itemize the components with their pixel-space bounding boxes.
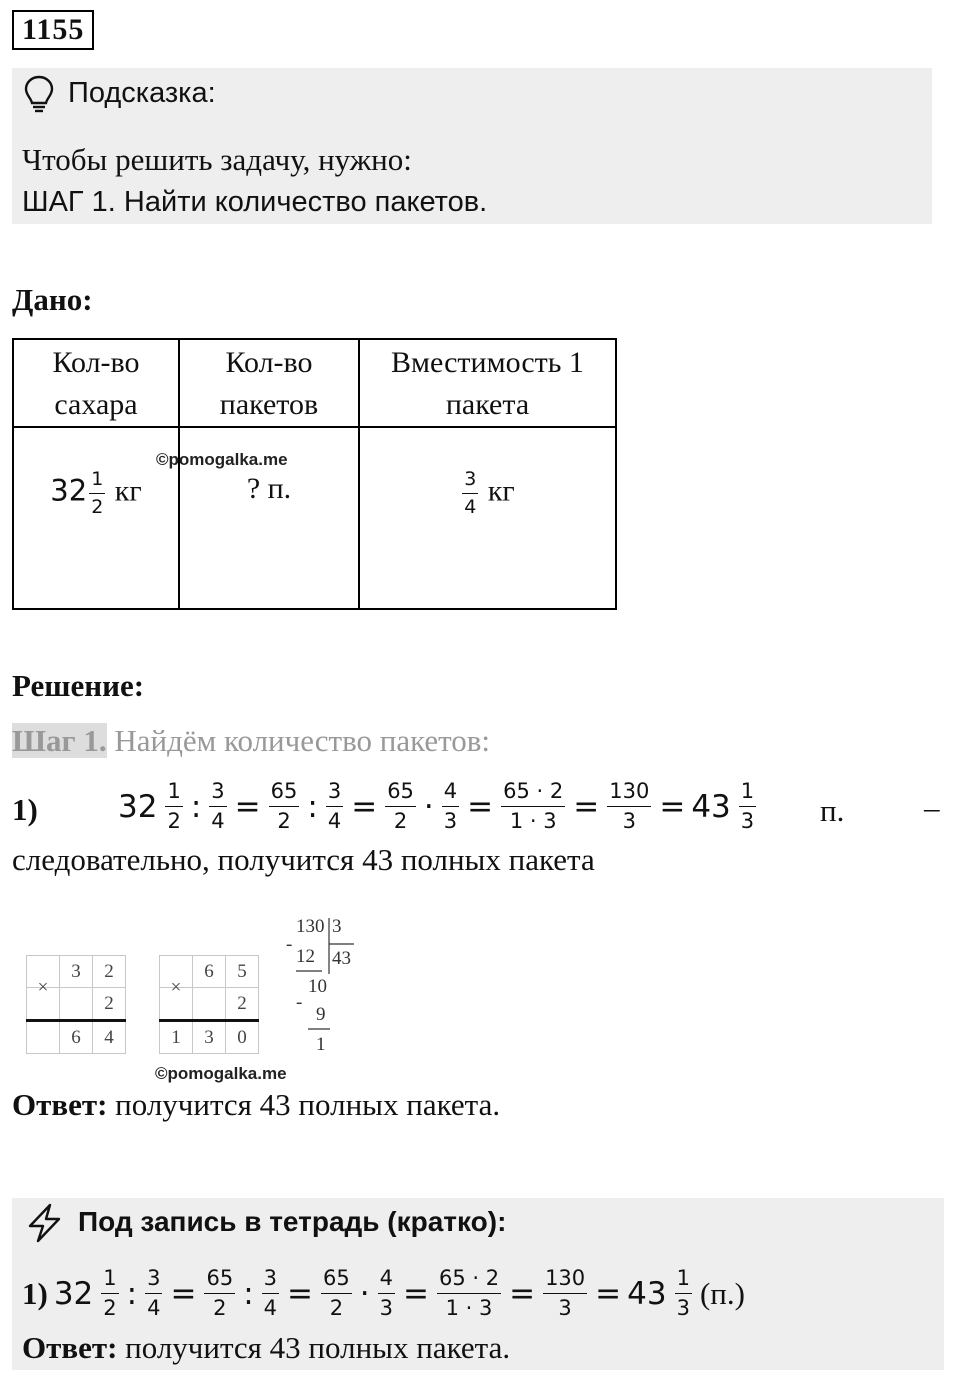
eq-frac-130-3: $\frac{130}{3}$ — [609, 779, 650, 833]
eq-frac-product: $\frac{65 \cdot 2}{1 \cdot 3}$ — [503, 779, 564, 833]
grid-cell — [27, 1021, 60, 1054]
hint-step-label: ШАГ 1. — [22, 186, 116, 218]
eq-result-whole: 43 — [627, 1275, 667, 1312]
eq-div: : — [307, 788, 318, 825]
long-division — [286, 914, 366, 1060]
eq-dot: · — [423, 788, 434, 825]
eq-frac-4-3: $\frac{4}{3}$ — [443, 779, 458, 833]
eq-sign: = — [234, 788, 261, 825]
answer-text: получится 43 полных пакета. — [117, 1330, 511, 1365]
multiply-sign: × — [160, 988, 193, 1021]
watermark: ©pomogalka.me — [156, 450, 288, 469]
division-subtract-1: 12 — [296, 946, 315, 967]
multiply-sign: × — [27, 988, 60, 1021]
grid-cell: 2 — [226, 988, 259, 1021]
grid-cell: 3 — [60, 956, 93, 988]
equation-unit: (п.) — [699, 1275, 745, 1311]
solution-step-text: Найдём количество пакетов: — [106, 723, 491, 758]
hint-intro: Чтобы решить задачу, нужно: — [22, 142, 412, 177]
grid-cell: 0 — [226, 1021, 259, 1054]
eq-frac-1-2: $\frac{1}{2}$ — [103, 1266, 117, 1320]
grid-cell — [60, 988, 93, 1021]
equation-number: 1) — [12, 792, 38, 827]
division-minus: - — [286, 934, 293, 955]
division-remainder-2: 1 — [316, 1034, 326, 1055]
grid-cell: 6 — [193, 956, 226, 988]
eq-frac-3-4: $\frac{3}{4}$ — [211, 779, 225, 833]
eq-result-frac: $\frac{1}{3}$ — [740, 779, 755, 833]
division-divisor: 3 — [332, 916, 342, 937]
grid-cell: 5 — [226, 956, 259, 988]
eq-frac-3-4: $\frac{3}{4}$ — [263, 1266, 278, 1320]
sugar-whole: 32 — [50, 473, 88, 508]
eq-frac-1-2: $\frac{1}{2}$ — [167, 779, 181, 833]
eq-frac-3-4: $\frac{3}{4}$ — [147, 1266, 161, 1320]
eq-result-whole: 43 — [691, 788, 731, 825]
answer-label: Ответ: — [12, 1087, 108, 1122]
multiplication-grid-2 — [159, 955, 259, 1054]
note-answer — [22, 1330, 510, 1366]
division-quotient: 43 — [332, 948, 351, 969]
eq-sign: = — [509, 1275, 536, 1312]
packets-value: ? п. — [246, 472, 292, 505]
grid-cell: 3 — [193, 1021, 226, 1054]
sugar-fraction: $\frac{1}{2}$ — [91, 468, 104, 518]
eq-frac-4-3: $\frac{4}{3}$ — [379, 1266, 393, 1320]
capacity-unit: кг — [487, 474, 515, 508]
hint-step — [22, 186, 487, 219]
equation-dash: – — [924, 790, 940, 825]
header-sugar: Кол-во сахара — [13, 339, 179, 427]
eq-sign: = — [287, 1275, 314, 1312]
division-dividend: 130 — [296, 916, 325, 937]
eq-sign: = — [402, 1275, 429, 1312]
given-heading: Дано: — [12, 282, 93, 317]
grid-cell: 4 — [93, 1021, 126, 1054]
grid-cell: 6 — [60, 1021, 93, 1054]
grid-cell — [193, 988, 226, 1021]
capacity-fraction: $\frac{3}{4}$ — [464, 468, 477, 518]
cell-sugar — [13, 427, 179, 609]
solution-step-label: Шаг 1. — [12, 723, 107, 758]
equation-unit: п. — [820, 793, 845, 828]
answer — [12, 1087, 500, 1123]
eq-frac-65-2: $\frac{65}{2}$ — [323, 1266, 350, 1320]
grid-cell: 1 — [160, 1021, 193, 1054]
eq-div: : — [190, 788, 202, 825]
note-title: Под запись в тетрадь (кратко): — [78, 1206, 507, 1237]
eq-sign: = — [573, 788, 600, 825]
eq-sign: = — [467, 788, 494, 825]
consequence-text: следовательно, получится 43 полных пакета — [12, 842, 595, 877]
equation-number: 1) — [22, 1275, 48, 1311]
eq-frac-65-2: $\frac{65}{2}$ — [206, 1266, 234, 1320]
eq-sign: = — [351, 788, 378, 825]
table-value-row — [13, 427, 616, 609]
lightning-icon — [24, 1202, 66, 1244]
header-capacity: Вместимость 1 пакета — [359, 339, 616, 427]
task-number: 1155 — [12, 10, 94, 50]
grid-cell: 2 — [93, 988, 126, 1021]
eq-frac-130-3: $\frac{130}{3}$ — [545, 1266, 586, 1320]
eq-div: : — [126, 1275, 138, 1312]
division-minus: - — [296, 992, 303, 1013]
equation-brief — [22, 1268, 745, 1319]
lightbulb-icon — [22, 74, 56, 116]
eq-frac-3-4: $\frac{3}{4}$ — [327, 779, 342, 833]
eq-whole-32: 32 — [118, 788, 158, 825]
division-lines — [286, 914, 366, 1060]
cell-capacity — [359, 427, 616, 609]
eq-frac-product: $\frac{65 \cdot 2}{1 \cdot 3}$ — [438, 1266, 500, 1320]
answer-label: Ответ: — [22, 1330, 118, 1365]
answer-text: получится 43 полных пакета. — [107, 1087, 501, 1122]
solution-step — [12, 723, 490, 759]
eq-result-frac: $\frac{1}{3}$ — [676, 1266, 690, 1320]
given-table — [12, 338, 617, 610]
header-packets: Кол-во пакетов — [179, 339, 359, 427]
division-remainder-1: 10 — [308, 976, 327, 997]
division-subtract-2: 9 — [316, 1004, 326, 1025]
sugar-unit: кг — [114, 474, 142, 508]
table-header-row — [13, 339, 616, 427]
solution-heading: Решение: — [12, 668, 145, 703]
hint-step-text: Найти количество пакетов. — [115, 186, 488, 218]
eq-frac-65-2: $\frac{65}{2}$ — [270, 779, 298, 833]
hint-title: Подсказка: — [68, 77, 216, 109]
multiplication-grid-1 — [26, 955, 126, 1054]
eq-sign: = — [595, 1275, 622, 1312]
equation-main — [118, 781, 758, 832]
eq-frac-65-2: $\frac{65}{2}$ — [387, 779, 414, 833]
watermark: ©pomogalka.me — [155, 1064, 287, 1083]
eq-sign: = — [659, 788, 686, 825]
eq-dot: · — [359, 1275, 370, 1312]
eq-div: : — [243, 1275, 254, 1312]
eq-sign: = — [170, 1275, 197, 1312]
eq-whole-32: 32 — [53, 1275, 94, 1312]
grid-cell: 2 — [93, 956, 126, 988]
